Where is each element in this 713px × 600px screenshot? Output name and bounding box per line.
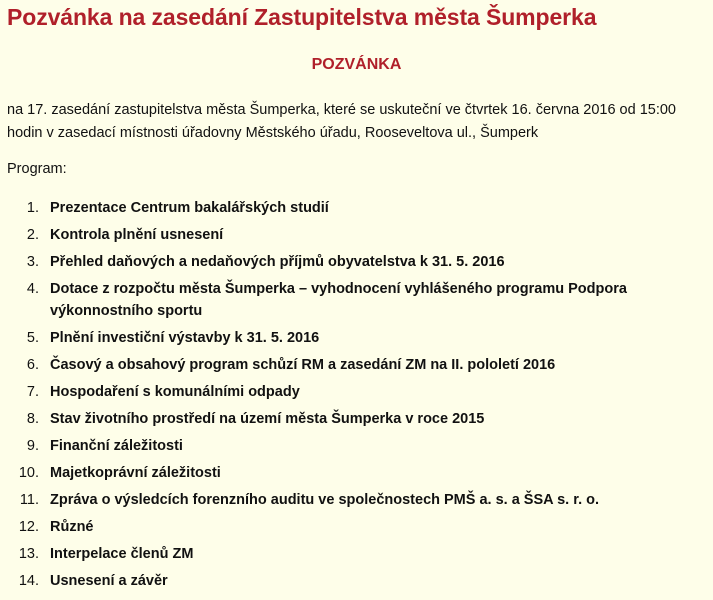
program-item-number: 6. bbox=[26, 357, 39, 373]
program-item-number: 4. bbox=[26, 281, 39, 297]
program-item-number: 1. bbox=[26, 200, 39, 216]
program-item-text: Dotace z rozpočtu města Šumperka – vyhodnocení vyhlášeného programu Podpora výkonnostního sportu bbox=[50, 281, 627, 319]
program-item-text: Finanční záležitosti bbox=[50, 438, 183, 454]
program-item-number: 13. bbox=[18, 546, 39, 562]
program-item-text: Časový a obsahový program schůzí RM a zasedání ZM na II. pololetí 2016 bbox=[50, 357, 556, 373]
invitation-intro: na 17. zasedání zastupitelstva města Šumperka, které se uskuteční ve čtvrtek 16. června 2016 od 15:00 hodin v zasedací místnosti úřadovny Městského úřadu, Rooseveltova ul., Šumperk bbox=[7, 102, 676, 141]
program-item-number: 10. bbox=[18, 465, 39, 481]
program-item-number: 7. bbox=[26, 384, 39, 400]
program-item-text: Hospodaření s komunálními odpady bbox=[50, 384, 300, 400]
program-item-text: Prezentace Centrum bakalářských studií bbox=[50, 200, 329, 216]
program-item-number: 14. bbox=[18, 573, 39, 589]
program-item-text: Stav životního prostředí na území města Šumperka v roce 2015 bbox=[50, 411, 485, 427]
program-item-number: 9. bbox=[26, 438, 39, 454]
program-item-text: Kontrola plnění usnesení bbox=[50, 227, 224, 243]
program-item-text: Majetkoprávní záležitosti bbox=[50, 465, 221, 481]
program-item-number: 5. bbox=[26, 330, 39, 346]
program-item-number: 11. bbox=[19, 492, 39, 508]
program-item-text: Různé bbox=[50, 519, 94, 535]
program-item-number: 2. bbox=[26, 227, 39, 243]
program-item-text: Plnění investiční výstavby k 31. 5. 2016 bbox=[50, 330, 320, 346]
program-item-text: Přehled daňových a nedaňových příjmů obyvatelstva k 31. 5. 2016 bbox=[50, 254, 505, 270]
invitation-heading: POZVÁNKA bbox=[311, 56, 402, 73]
program-item-text: Zpráva o výsledcích forenzního auditu ve společnostech PMŠ a. s. a ŠSA s. r. o. bbox=[50, 492, 600, 508]
program-item-number: 12. bbox=[18, 519, 39, 535]
program-item-text: Usnesení a závěr bbox=[50, 573, 168, 589]
program-item-number: 3. bbox=[26, 254, 39, 270]
program-label: Program: bbox=[7, 161, 67, 177]
page-title: Pozvánka na zasedání Zastupitelstva města Šumperka bbox=[7, 4, 597, 30]
program-item-number: 8. bbox=[26, 411, 39, 427]
program-item-text: Interpelace členů ZM bbox=[50, 546, 194, 562]
